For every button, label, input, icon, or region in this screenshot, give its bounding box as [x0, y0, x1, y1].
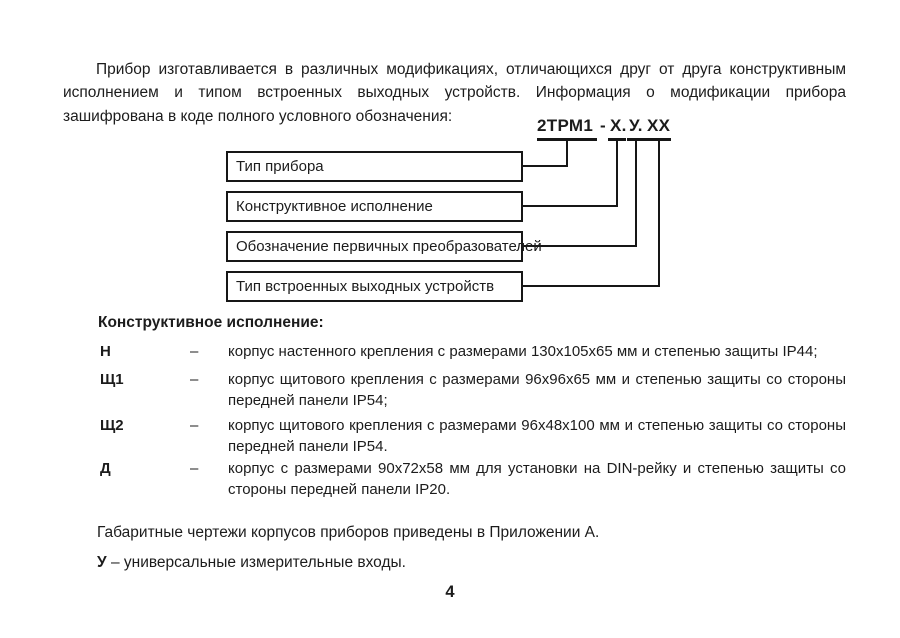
model-code-label: 2ТРМ1 — [537, 116, 594, 135]
diagram-box-label: Обозначение первичных преобразователей — [236, 238, 542, 255]
spec-code: Щ1 — [100, 370, 124, 388]
connector-horizontal-1 — [523, 165, 568, 167]
spec-row-sch2 — [100, 415, 846, 458]
diagram-box-construction — [226, 191, 523, 222]
diagram-box-label: Конструктивное исполнение — [236, 198, 433, 215]
footer-notes — [97, 524, 847, 584]
code-separator: - — [600, 116, 606, 135]
diagram-box-label: Тип прибора — [236, 158, 324, 175]
code-segment-y: У. — [629, 116, 643, 135]
diagram-box-sensors — [226, 231, 542, 262]
spec-description: корпус с размерами 90х72х58 мм для установки на DIN-рейку и степенью защиты со стороны передней панели IP20. — [228, 459, 846, 498]
section-heading: Конструктивное исполнение: — [98, 314, 324, 331]
connector-vertical-1 — [566, 140, 568, 167]
spec-row-n — [100, 341, 846, 363]
spec-row-d — [100, 458, 846, 501]
diagram-box-label: Тип встроенных выходных устройств — [236, 278, 495, 295]
spec-description: корпус настенного крепления с размерами 130х105х65 мм и степенью защиты IP44; — [228, 343, 818, 360]
spec-row-sch1 — [100, 369, 846, 412]
spec-code: Щ2 — [100, 416, 124, 434]
dash: – — [190, 370, 199, 388]
spec-code: Н — [100, 343, 111, 360]
diagram-box-device-type — [226, 151, 523, 182]
dash: – — [190, 416, 199, 434]
u-inputs-note — [97, 554, 847, 571]
code-segment-xx: ХХ — [647, 116, 671, 135]
intro-paragraph: Прибор изготавливается в различных модификациях, отличающихся друг от друга конструктивным исполнением и типом встроенных выходных устройств. Информация о модификации прибора зашифрована в коде полного условного обозначения: — [63, 60, 846, 125]
connector-vertical-4 — [658, 140, 660, 287]
spec-description: корпус щитового крепления с размерами 96х48х100 мм и степенью защиты со стороны передней панели IP54. — [228, 416, 846, 455]
connector-horizontal-4 — [523, 285, 660, 287]
u-note-text: – универсальные измерительные входы. — [106, 554, 406, 571]
page-number: 4 — [445, 583, 455, 601]
dash: – — [190, 343, 199, 360]
code-segment-x: Х. — [610, 116, 627, 135]
connector-vertical-2 — [616, 140, 618, 207]
u-code: У — [97, 554, 107, 571]
dimensions-note: Габаритные чертежи корпусов приборов приведены в Приложении А. — [97, 524, 600, 541]
connector-vertical-3 — [635, 140, 637, 247]
spec-code: Д — [100, 459, 111, 477]
spec-description: корпус щитового крепления с размерами 96х96х65 мм и степенью защиты со стороны передней панели IP54; — [228, 370, 846, 409]
diagram-box-outputs — [226, 271, 523, 302]
spec-list — [100, 341, 846, 501]
dash: – — [190, 459, 199, 477]
connector-horizontal-2 — [523, 205, 618, 207]
